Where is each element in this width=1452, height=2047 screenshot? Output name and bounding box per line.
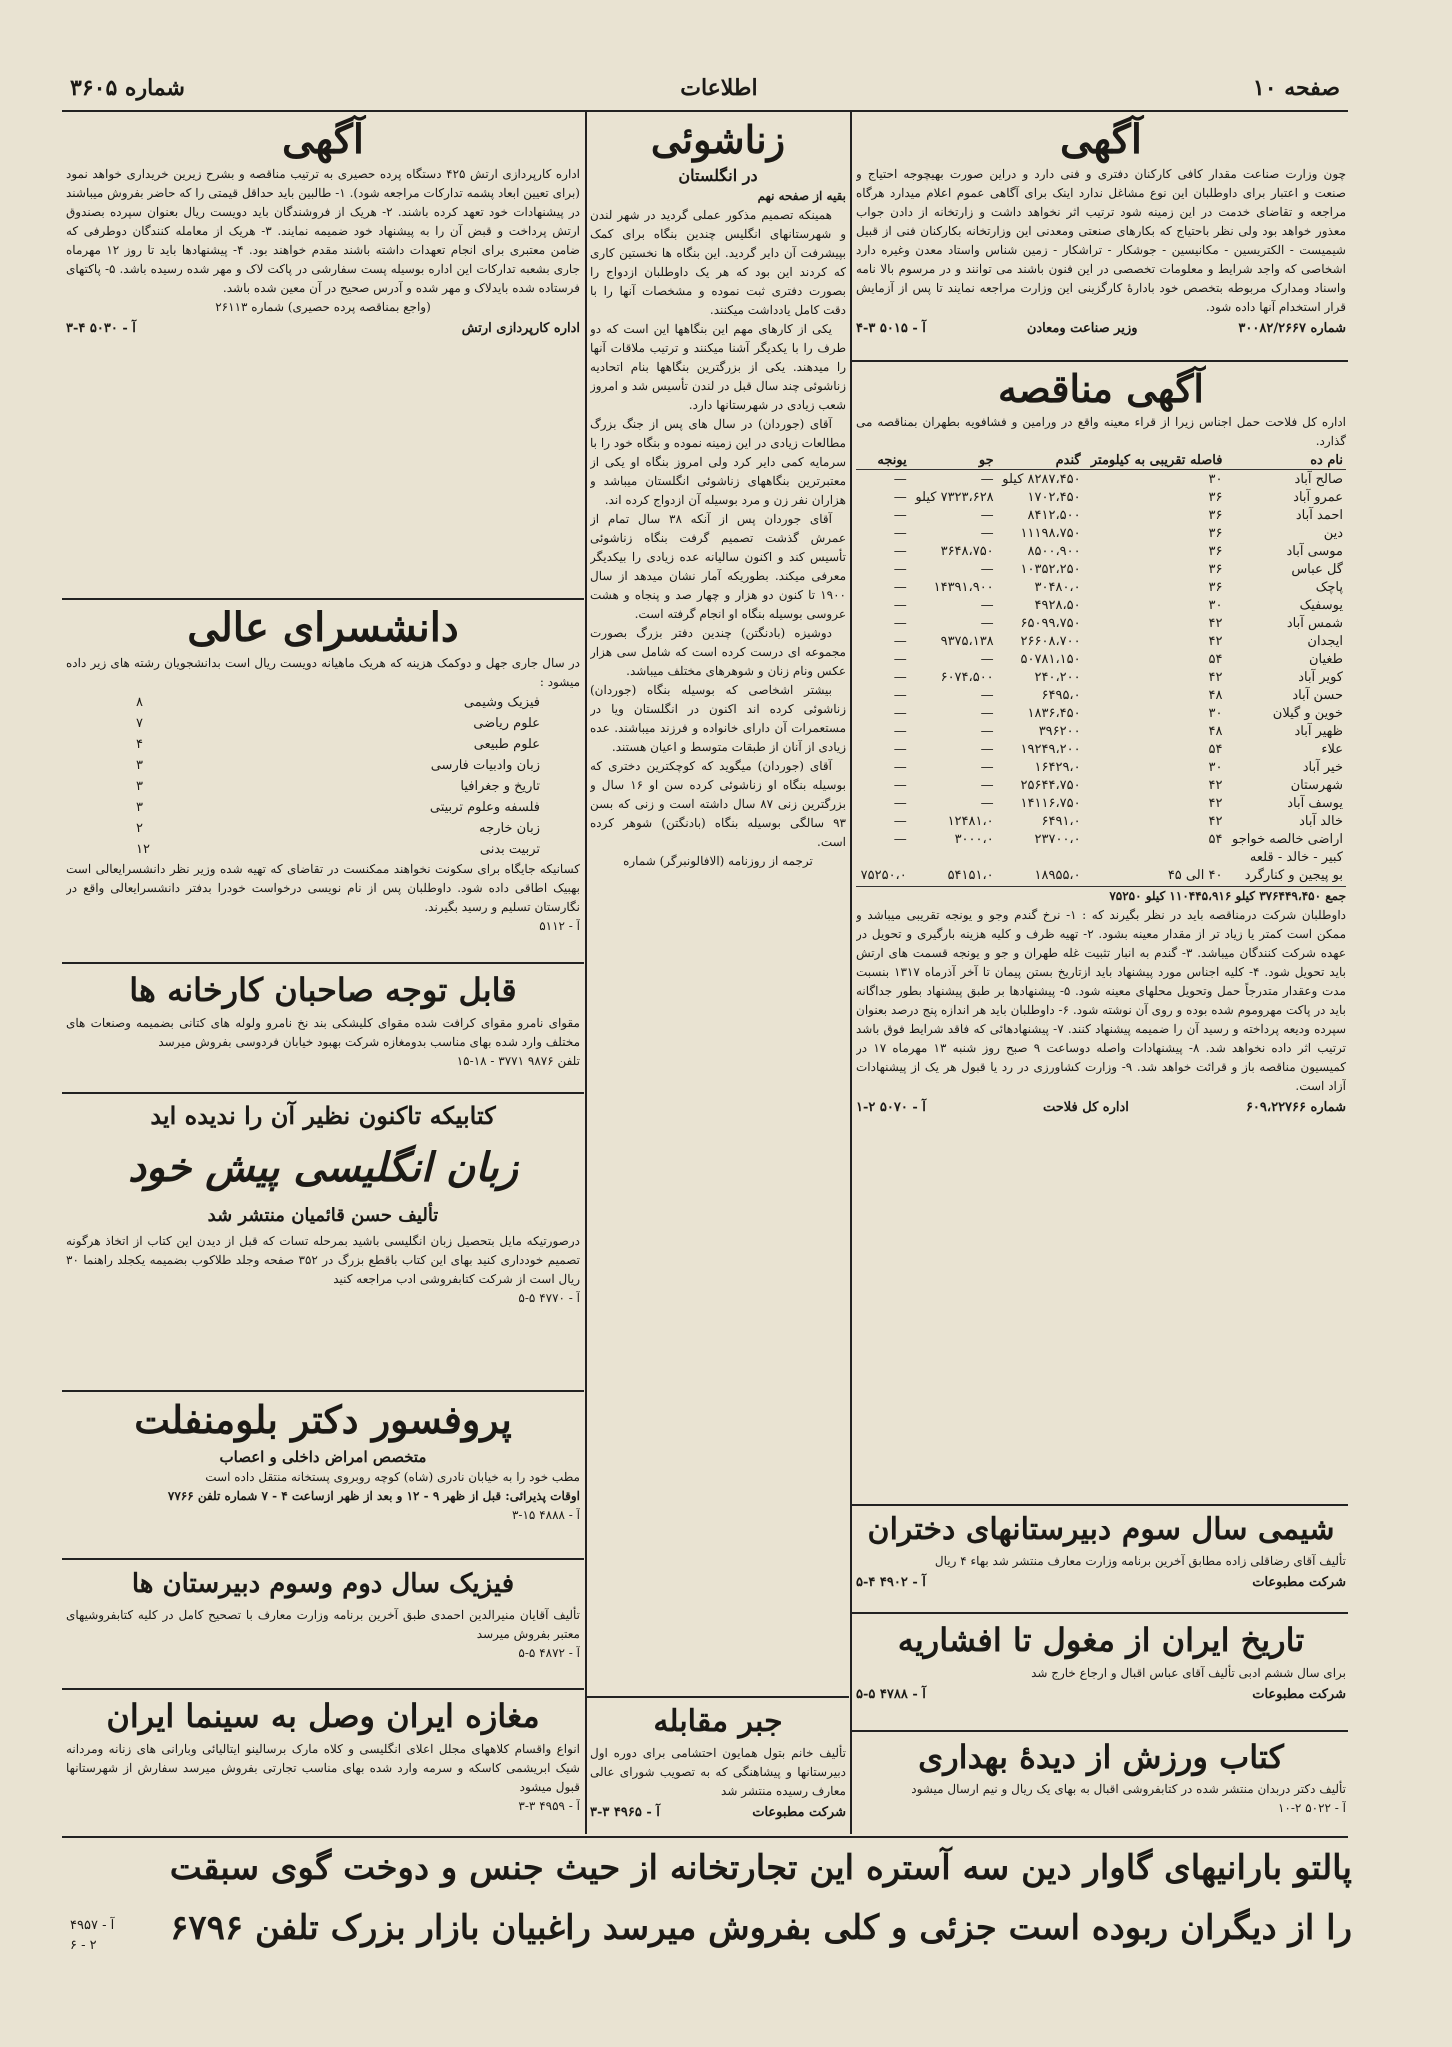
field-count: ۲	[136, 821, 143, 836]
tender-cell: ۸۲۸۷،۴۵۰ کیلو	[1002, 471, 1081, 487]
rule	[62, 962, 584, 964]
paper-name: اطلاعات	[680, 75, 758, 101]
tender-cell: ۴۸	[1208, 687, 1223, 703]
tender-cell: ۳۶	[1208, 507, 1223, 523]
field-count: ۳	[136, 779, 143, 794]
field-name: فیزیک وشیمی	[463, 695, 540, 710]
field-count: ۴	[136, 737, 143, 752]
tender-cell: شهرستان	[1290, 777, 1343, 793]
banner-code-1: آ - ۴۹۵۷	[70, 1918, 115, 1933]
tender-row	[856, 488, 1346, 506]
tender-cell: ۴۲	[1208, 813, 1223, 829]
army-code: آ - ۵۰۳۰ ۴-۳	[66, 321, 136, 336]
tender-cell: ۳۹۶۲۰۰	[1038, 723, 1081, 739]
factory-body: مقوای نامرو مقوای کرافت شده مقوای کلیشکی بند نخ نامرو ولوله های کتانی بضمیمه وصنعات های مختلف وارد شده بهای مناسب بدومغازه شرکت بهبود خیابان فردوسی بفروش میرسد	[66, 1016, 580, 1049]
article-paragraph: دوشیزه (بادنگتن) چندین دفتر بزرگ بصورت مجموعه ای درست کرده است که شامل سی هزار عکس ونام زنان و شوهرهای مختلف میباشد.	[590, 626, 846, 678]
tender-cell: ۲۴۰،۲۰۰	[1034, 669, 1081, 685]
tender-cell: ۱۲۴۸۱،۰	[947, 813, 994, 829]
tender-cell: ۱۷۰۲،۴۵۰	[1027, 489, 1081, 505]
tender-row	[856, 830, 1346, 848]
tender-cell: —	[893, 543, 907, 559]
tender-cell: ۱۸۹۵۵،۰	[1034, 867, 1081, 883]
page-header	[70, 68, 1340, 108]
rule	[62, 1558, 584, 1560]
tender-cell: —	[980, 687, 994, 703]
tender-cell: —	[893, 777, 907, 793]
tender-cell: صالح آباد	[1294, 471, 1343, 487]
algebra-org: شرکت مطبوعات	[752, 1805, 846, 1820]
tender-cell: ۶۰۷۴،۵۰۰	[940, 669, 994, 685]
article-paragraph: یکی از کارهای مهم این بنگاهها این است که دو طرف را با یکدیگر آشنا میکنند و ترتیب ملاقات آنها را میدهند. یکی از بزرگترین بنگاهها بنام اتحادیه زناشوئی چند سال قبل در لندن تأسیس شد و امروز شعب زیادی در شهرستانها دارد.	[590, 322, 846, 412]
tender-cell	[997, 848, 1084, 866]
tender-cell: ۲۳۷۰۰،۰	[1034, 831, 1081, 847]
tender-cell: ۴۸	[1208, 723, 1223, 739]
tender-row	[856, 668, 1346, 686]
tender-cell: دین	[1323, 525, 1343, 541]
tender-cell: ۶۴۹۵،۰	[1041, 687, 1081, 703]
tender-cell: یوسف آباد	[1287, 795, 1343, 811]
university-field-item	[66, 734, 580, 755]
tender-cell: ۶۵۰۹۹،۷۵۰	[1020, 615, 1081, 631]
tender-cell: ۳۶	[1208, 579, 1223, 595]
tender-title: آگهی مناقصه	[998, 366, 1204, 411]
tender-cell: —	[980, 525, 994, 541]
physics-code: آ - ۴۸۷۲ ۵-۵	[518, 1646, 580, 1660]
doctor-body: مطب خود را به خیابان نادری (شاه) کوچه روبروی پستخانه منتقل داده است	[205, 1470, 580, 1484]
tender-cell	[910, 848, 997, 866]
tender-cell: ۷۳۲۳،۶۲۸ کیلو	[915, 489, 994, 505]
tender-cell: ۴۹۲۸،۵۰	[1034, 597, 1081, 613]
tender-cell: —	[893, 525, 907, 541]
hat-shop-code: آ - ۴۹۵۹ ۳-۳	[518, 1799, 580, 1813]
algebra-body: تألیف خانم بتول همایون احتشامی برای دوره اول دبیرستانها و پیشاهنگی که به تصویب شورای عالی معارف رسیده منتشر شد	[590, 1746, 846, 1798]
chemistry-ad	[856, 1508, 1346, 1608]
tender-body: داوطلبان شرکت درمناقصه باید در نظر بگیرند که : ۱- نرخ گندم وجو و یونجه تقریبی میباشد و ممکن است کمتر یا زیاد تر از مقدار معینه بشود. ۲- تهیه ظرف و کلیه هزینه بارگیری و تحویل در عهده شرکت کنندگان میباشد. ۳- گندم به انبار تثبیت غله طهران و جو و یونجه قسمت های ارتش باید تحویل شود. ۴- کلیه اجناس مورد پیشنهاد باید ازتاریخ بستن پیمان تا آخر آذرماه ۱۳۱۷ بنسبت مدت وعقدار متدرجاً حمل وتحویل محلهای معینه شود. ۵- پیشنهادها بر طبق پیشنهاد بطور جداگانه باید در پاکت مهروموم شده بوده و روی آن نوشته شود. ۶- داوطلبان باید هر اندازه پنج درصد بعنوان سپرده ودیعه پرداخته و رسید آن را ضمیمه پیشنهاد کنند. ۷- پیشنهادهائی که فاقد شرایط فوق باشد ترتیب اثر داده نخواهد شد. ۸- پیشنهادات واصله دوساعت ۹ صبح روز شنبه ۱۳ مهرماه ۱۷ در کمیسیون مناقصه باز و قرائت خواهد شد. ۹- وزارت کشاورزی در رد یا قبول هر یک از پیشنهادات آزاد است.	[856, 908, 1346, 1093]
tender-cell: —	[893, 633, 907, 649]
tender-cell: —	[980, 759, 994, 775]
article-paragraph: آقای جوردان پس از آنکه ۳۸ سال تمام از عمرش گذشت تصمیم گرفت بنگاه زناشوئی تأسیس کند و اکنون سالیانه عده زیادی را بیکدیگر معرفی میکند. بطوریکه آمار نشان میدهد از سال ۱۹۰۰ تا کنون دو هزار و چهار صد و پنجاه و هشت عروسی بوسیله بنگاه او انجام گرفته است.	[590, 512, 846, 621]
tender-cell: —	[893, 615, 907, 631]
doctor-code: آ - ۴۸۸۸ ۱۵-۳	[511, 1508, 580, 1522]
tender-cell: —	[893, 723, 907, 739]
article-body	[590, 206, 846, 852]
physics-body: تألیف آقایان منیرالدین احمدی طبق آخرین برنامه وزارت معارف با تصحیح کامل در کلیه کتابفروشیهای معتبر بفروش میرسد	[66, 1608, 580, 1641]
banner-codes	[70, 1916, 114, 1956]
tender-cell: ۱۰۳۵۲،۲۵۰	[1020, 561, 1081, 577]
article-subtitle: در انگلستان	[678, 166, 758, 185]
article-title: زناشوئی	[650, 117, 786, 162]
army-note: (واجع بمناقصه پرده حصیری) شماره ۲۶۱۱۳	[215, 300, 431, 314]
physics-title: فیزیک سال دوم وسوم دبیرستان ها	[131, 1569, 515, 1599]
tender-cell: احمد آباد	[1295, 507, 1343, 523]
tender-cell: ۱۹۲۴۹،۲۰۰	[1020, 741, 1081, 757]
tender-row	[856, 632, 1346, 650]
tender-cell: شمس آباد	[1286, 615, 1343, 631]
tender-cell: ۵۴	[1208, 741, 1223, 757]
tender-row	[856, 722, 1346, 740]
column-divider-right	[850, 112, 852, 1834]
ministry-ad-number: شماره ۳۰۰۸۲/۲۶۶۷	[1238, 321, 1346, 336]
tender-cell: پاچک	[1315, 579, 1343, 595]
tender-cell: ۱۸۳۶،۴۵۰	[1027, 705, 1081, 721]
tender-cell: —	[980, 471, 994, 487]
raincoat-banner	[62, 1838, 1352, 1983]
ministry-ad	[856, 115, 1346, 355]
tender-cell: ۸۵۰۰،۹۰۰	[1027, 543, 1081, 559]
algebra-title: جبر مقابله	[653, 1704, 783, 1739]
tender-row	[856, 614, 1346, 632]
tender-row	[856, 560, 1346, 578]
university-field-item	[66, 755, 580, 776]
tender-cell: —	[980, 615, 994, 631]
tender-cell: —	[893, 759, 907, 775]
university-fields	[66, 692, 580, 860]
tender-cell: ۳۰۰۰،۰	[954, 831, 994, 847]
rule	[62, 1390, 584, 1392]
hat-shop-ad	[66, 1692, 580, 1834]
english-book-ad	[66, 1096, 580, 1386]
tender-cell: ظهیر آباد	[1294, 723, 1343, 739]
tender-org: اداره کل فلاحت	[1042, 1100, 1129, 1115]
tender-cell: —	[893, 795, 907, 811]
tender-row	[856, 704, 1346, 722]
army-ad	[66, 115, 580, 595]
algebra-ad	[590, 1700, 846, 1834]
hat-shop-title: مغازه ایران وصل به سینما ایران	[106, 1697, 540, 1735]
tender-cell: ۴۲	[1208, 777, 1223, 793]
university-field-item	[66, 713, 580, 734]
tender-cell: —	[893, 705, 907, 721]
article-paragraph: آقای (جوردان) میگوید که کوچکترین دختری که بوسیله بنگاه او زناشوئی کرده سن او ۱۶ سال و بزرگترین زنی ۸۷ سال داشته است و زنی که بسن ۹۳ سالگی بوسیله بنگاه (بادنگتن) شوهر کرده است.	[590, 759, 846, 849]
rule	[852, 360, 1348, 362]
rule	[852, 1612, 1348, 1614]
tender-cell: —	[893, 741, 907, 757]
army-body: اداره کارپردازی ارتش ۴۲۵ دستگاه پرده حصیری به ترتیب مناقصه و بشرح زیرین خریداری خواهد نمود (برای تعیین ابعاد پشمه تدارکات مراجعه شود). ۱- طالبین باید حداقل قیمتی را که حاضر بفروش میباشند در پیشنهادات خود تعهد کرده باشند. ۲- هریک از فروشندگان باید دویست ریال بعنوان سپرده بصندوق ارتش پرداخت و قبض آن را به پیشنهاد خود ضمیمه نمایند. ۳- هریک از معامله کنندگان دوطرفی که ضامن معتبری برای انجام تعهدات داشته باشند مقدم خواهند بود. ۴- پیشنهادها باید تا روز ۱۲ مهرماه جاری بشعبه تدارکات این اداره بوسیله پست سفارشی در پاکت لاک و مهر شده رسیده باشد. ۵- پاکتهای فرستاده شده بایدلاک و مهر شده و آدرس صحیح در آن معین شده باشد.	[66, 167, 580, 295]
tender-number: شماره ۶۰۹،۲۲۷۶۶	[1245, 1100, 1346, 1115]
ministry-ad-body: چون وزارت صناعت مقدار کافی کارکنان دفتری و فنی دارد و دراین صورت بهیچوجه احتیاج و صنعت و اعتبار برای داوطلبان این نوع مشاغل ندارد اینک برای آگاهی عموم اعلام میدارد هرگاه مراجعه و تقاضای خدمت در این زمینه شود ترتیب اثر نخواهد داشت و زارتخانه از دادن جواب معذور خواهد بود ولی نظر باحتیاج که بکارهای صنعتی ومعدنی این وزارتخانه بکارکنان فنی از قبیل شیمیست - الکتریسین - مکانیسین - جوشکار - تراشکار - زمین شناس واستاد معدن وغیره دارد اشخاصی که واجد شرایط و معلومات تخصصی در این فنون باشند می توانند و در مرسوم بالا نامه واسناد ومدارک مربوطه بتخصص خود بادارهٔ کارگزینی این وزارت مراجعه نمایند تا پس از آزمایش قرار استخدام آنها داده شود.	[856, 167, 1346, 314]
tender-cell: خیر آباد	[1302, 759, 1343, 775]
field-name: علوم ریاضی	[473, 716, 540, 731]
chemistry-org: شرکت مطبوعات	[1252, 1575, 1346, 1590]
tender-cell: ۴۲	[1208, 615, 1223, 631]
physics-ad	[66, 1562, 580, 1677]
tender-cell: —	[893, 651, 907, 667]
banner-code-2: ۶ - ۲	[70, 1938, 97, 1953]
tender-cell: —	[980, 741, 994, 757]
tender-cell: ۷۵۲۵۰،۰	[860, 867, 907, 883]
chemistry-code: آ - ۴۹۰۲ ۴-۵	[856, 1575, 926, 1590]
tender-row	[856, 758, 1346, 776]
tender-cell: —	[893, 507, 907, 523]
column-divider-left	[585, 112, 587, 1834]
sport-code: آ - ۵۰۲۲ ۲-۱۰	[1277, 1801, 1346, 1815]
tender-row	[856, 542, 1346, 560]
tender-cell: ۳۰	[1208, 471, 1223, 487]
university-field-item	[66, 692, 580, 713]
rule	[852, 1730, 1348, 1732]
issue-number: شماره ۳۶۰۵	[70, 75, 185, 101]
article-paragraph: آقای (جوردان) در سال های پس از جنگ بزرگ مطالعات زیادی در این زمینه نموده و بنگاه خود را با سرمایه کمی دایر کرد ولی امروز بنگاه او یکی از معتبرترین بنگاههای زناشوئی انگلستان میباشد و هزاران نفر زن و مرد بوسیله آن ازدواج کرده اند.	[590, 417, 846, 507]
book-headline: کتابیکه تاکنون نظیر آن را ندیده اید	[150, 1101, 496, 1130]
tender-cell: عمرو آباد	[1293, 489, 1343, 505]
algebra-code: آ - ۴۹۶۵ ۳-۳	[590, 1805, 660, 1820]
book-code: آ - ۴۷۷۰ ۵-۵	[518, 1291, 580, 1305]
tender-row	[856, 794, 1346, 812]
doctor-hours: اوقات پذیرائی: قبل از ظهر ۹ - ۱۲ و بعد از ظهر ازساعت ۴ - ۷ شماره تلفن ۷۷۶۶	[167, 1489, 580, 1503]
tender-cell: ۳۶	[1208, 489, 1223, 505]
doctor-ad	[66, 1394, 580, 1544]
tender-cell: ۶۴۹۱،۰	[1041, 813, 1081, 829]
tender-cell: ۱۴۳۹۱،۹۰۰	[933, 579, 994, 595]
tender-ad	[856, 365, 1346, 1500]
tender-cell	[856, 848, 910, 866]
tender-cell: گل عباس	[1291, 561, 1343, 577]
ministry-ad-footer	[856, 321, 1346, 336]
tender-row	[856, 776, 1346, 794]
tender-row	[856, 524, 1346, 542]
tender-cell: اراضی خالصه خواجو	[1232, 831, 1343, 847]
field-count: ۱۲	[136, 842, 150, 857]
field-name: فلسفه وعلوم تربیتی	[429, 800, 540, 815]
tender-cell: خوین و گیلان	[1272, 705, 1343, 721]
university-title: دانشسرای عالی	[187, 604, 459, 651]
tender-cell: —	[980, 651, 994, 667]
article-paragraph: بیشتر اشخاصی که بوسیله بنگاه (جوردان) زناشوئی کرده اند اکنون در انگلستان ویا در مستعمرات آن دارای خانواده و فرزند میباشند. عده زیادی از آنان از طبقات متوسط و اعیان هستند.	[590, 683, 846, 754]
tender-cell: ۱۱۱۹۸،۷۵۰	[1020, 525, 1081, 541]
tender-intro: اداره کل فلاحت حمل اجناس زیرا از قراء معینه واقع در ورامین و فشافویه بطهران بمناقصه می گذارد.	[856, 415, 1346, 448]
tender-cell: ۳۶	[1208, 525, 1223, 541]
tender-row	[856, 848, 1346, 866]
tender-cell	[1084, 848, 1226, 866]
tender-cell: —	[980, 723, 994, 739]
tender-cell: ۴۰ الی ۴۵	[1167, 867, 1223, 883]
tender-column-header: یونجه	[856, 451, 910, 470]
tender-cell: ۳۶۴۸،۷۵۰	[940, 543, 994, 559]
tender-cell: —	[893, 561, 907, 577]
tender-cell: —	[893, 489, 907, 505]
tender-cell: —	[893, 579, 907, 595]
tender-cell: ۴۲	[1208, 633, 1223, 649]
rule	[62, 598, 584, 600]
tender-row	[856, 470, 1346, 489]
tender-cell: ۳۶	[1208, 561, 1223, 577]
tender-cell: بو پیجین و کنارگرد	[1244, 867, 1343, 883]
tender-cell: ۵۰۷۸۱،۱۵۰	[1020, 651, 1081, 667]
tender-cell: ۳۶	[1208, 543, 1223, 559]
tender-column-header: جو	[910, 451, 997, 470]
university-field-item	[66, 797, 580, 818]
tender-cell: ۴۲	[1208, 669, 1223, 685]
article-paragraph: همینکه تصمیم مذکور عملی گردید در شهر لندن و شهرستانهای انگلیس چندین بنگاه برای کمک بپیشرفت آن دایر گردید. این بنگاه ها نخستین کاری که کردند این بود که هر یک داوطلبان ازدواج را بصورت دفتری ثبت نموده و مشخصات آنها را با دقت کامل یادداشت میکنند.	[590, 208, 846, 317]
tender-row	[856, 812, 1346, 830]
field-name: علوم طبیعی	[473, 737, 540, 752]
sport-title: کتاب ورزش از دیدهٔ بهداری	[918, 1738, 1284, 1776]
article-continuation: بقیه از صفحه نهم	[757, 189, 846, 203]
banner-line-2: را از دیگران ربوده است جزئی و کلی بفروش میرسد راغبیان بازار بزرک تلفن ۶۷۹۶	[170, 1908, 1352, 1948]
rule	[852, 1504, 1348, 1506]
university-ad	[66, 602, 580, 962]
university-field-item	[66, 839, 580, 860]
field-name: زبان خارجه	[479, 821, 540, 836]
header-rule	[62, 110, 1348, 112]
university-field-item	[66, 776, 580, 797]
banner-line-1: پالتو بارانیهای گاوار دین سه آستره این تجارتخانه از حیث جنس و دوخت گوی سبقت	[169, 1848, 1352, 1888]
tender-column-header: گندم	[997, 451, 1084, 470]
tender-cell: ۳۰	[1208, 759, 1223, 775]
tender-cell: کبیر - خالد - قلعه	[1249, 849, 1343, 865]
tender-footer	[856, 1100, 1346, 1115]
tender-row	[856, 650, 1346, 668]
tender-cell: علاء	[1321, 741, 1343, 757]
army-org: اداره کارپردازی ارتش	[461, 321, 580, 336]
tender-cell: —	[893, 471, 907, 487]
university-field-item	[66, 818, 580, 839]
tender-cell: ۳۰۴۸۰،۰	[1034, 579, 1081, 595]
tender-cell: —	[893, 687, 907, 703]
ministry-ad-code: آ - ۵۰۱۵ ۳-۴	[856, 321, 926, 336]
tender-cell: ۳۰	[1208, 597, 1223, 613]
tender-code: آ - ۵۰۷۰ ۲-۱	[856, 1100, 926, 1115]
tender-cell: —	[980, 795, 994, 811]
tender-cell: ۲۵۶۴۴،۷۵۰	[1020, 777, 1081, 793]
history-org: شرکت مطبوعات	[1252, 1687, 1346, 1702]
tender-total: جمع ۳۷۶۴۴۹،۴۵۰ کیلو ۱۱۰۴۴۵،۹۱۶ کیلو ۷۵۲۵۰	[856, 886, 1346, 906]
ministry-ad-title: آگهی	[1060, 116, 1142, 163]
article-source-note: ترجمه از روزنامه (الافالونبرگر) شماره	[623, 854, 813, 868]
university-code: آ - ۵۱۱۲	[539, 919, 580, 933]
field-name: تاریخ و جغرافیا	[460, 779, 540, 794]
history-body: برای سال ششم ادبی تألیف آقای عباس اقبال و ارجاع خارج شد	[1031, 1666, 1346, 1680]
tender-cell: —	[893, 831, 907, 847]
tender-cell: طغیان	[1308, 651, 1343, 667]
rule	[62, 1688, 584, 1690]
page-number: صفحه ۱۰	[1252, 75, 1340, 101]
sport-body: تألیف دکتر دربدان منتشر شده در کتابفروشی اقبال به بهای یک ریال و نیم ارسال میشود	[911, 1782, 1346, 1796]
book-author: تألیف حسن قائمیان منتشر شد	[207, 1205, 439, 1226]
army-title: آگهی	[282, 116, 364, 163]
tender-cell: موسی آباد	[1286, 543, 1343, 559]
field-count: ۳	[136, 800, 143, 815]
doctor-title: پروفسور دکتر بلومنفلت	[134, 1397, 512, 1442]
tender-cell: —	[893, 597, 907, 613]
tender-column-header: نام ده	[1225, 451, 1346, 470]
factory-title: قابل توجه صاحبان کارخانه ها	[129, 971, 517, 1009]
university-intro: در سال جاری جهل و دوکمک هزینه که هریک ماهیانه دویست ریال است بدانشجویان رشته های زیر داده میشود :	[66, 656, 580, 689]
field-name: زبان وادبیات فارسی	[430, 758, 540, 773]
sport-ad	[856, 1734, 1346, 1834]
tender-row	[856, 578, 1346, 596]
field-count: ۷	[136, 716, 143, 731]
field-count: ۳	[136, 758, 143, 773]
ministry-ad-org: وزیر صناعت ومعادن	[1026, 321, 1138, 336]
tender-cell: ۹۳۷۵،۱۳۸	[940, 633, 994, 649]
tender-cell: —	[980, 777, 994, 793]
university-body: کسانیکه جایگاه برای سکونت نخواهند ممکنست در تقاضای که تهیه شده وزیر نظر دانشسرایعالی است بهبیک اطاقی داده شود. داوطلبان پس از نام نویسی درخواست خودرا بدفتر دانشسرایعالی واقع در نگارستان تسلیم و رسید بگیرند.	[66, 862, 580, 914]
history-ad	[856, 1616, 1346, 1726]
tender-row	[856, 686, 1346, 704]
tender-cell: ۲۶۶۰۸،۷۰۰	[1020, 633, 1081, 649]
tender-cell: یوسفیک	[1299, 597, 1343, 613]
tender-cell: —	[980, 507, 994, 523]
tender-row	[856, 740, 1346, 758]
tender-cell: ۵۴۱۵۱،۰	[947, 867, 994, 883]
tender-cell: ۸۴۱۲،۵۰۰	[1027, 507, 1081, 523]
tender-cell: ایجدان	[1307, 633, 1343, 649]
tender-table	[856, 451, 1346, 884]
tender-cell: کویر آباد	[1298, 669, 1343, 685]
marriage-article	[590, 115, 846, 1695]
tender-row	[856, 506, 1346, 524]
tender-cell: ۱۶۴۲۹،۰	[1034, 759, 1081, 775]
doctor-specialty: متخصص امراض داخلی و اعصاب	[219, 1448, 427, 1466]
tender-cell: —	[980, 705, 994, 721]
tender-cell: ۱۴۱۱۶،۷۵۰	[1020, 795, 1081, 811]
factory-ad	[66, 966, 580, 1086]
tender-cell: ۵۴	[1208, 831, 1223, 847]
tender-cell: حسن آباد	[1292, 687, 1343, 703]
history-code: آ - ۴۷۸۸ ۵-۵	[856, 1687, 926, 1702]
tender-row	[856, 596, 1346, 614]
tender-cell: —	[980, 597, 994, 613]
rule	[587, 1696, 849, 1698]
tender-row	[856, 866, 1346, 884]
tender-cell: —	[893, 813, 907, 829]
chemistry-title: شیمی سال سوم دبیرستانهای دختران	[867, 1512, 1335, 1547]
tender-column-header: فاصله تقریبی به کیلومتر	[1084, 451, 1226, 470]
tender-cell: ۳۰	[1208, 705, 1223, 721]
tender-cell: —	[893, 669, 907, 685]
rule	[62, 1092, 584, 1094]
tender-cell: خالد آباد	[1299, 813, 1343, 829]
history-title: تاریخ ایران از مغول تا افشاریه	[897, 1621, 1305, 1659]
book-body: درصورتیکه مایل بتحصیل زبان انگلیسی باشید بمرحله تسات که قبل از دیدن این کتاب از اتخاذ هرگونه تصمیم خودداری کنید بهای این کتاب باقطع بزرگ در ۳۵۲ صفحه وجلد طلاکوب بضمیمه یکجلد راهنما ۳۰ ریال است از شرکت کتابفروشی ادب مراجعه کنید	[66, 1234, 580, 1286]
chemistry-body: تألیف آقای رضاقلی زاده مطابق آخرین برنامه وزارت معارف منتشر شد بهاء ۴ ریال	[934, 1554, 1346, 1568]
hat-shop-body: انواع واقسام کلاههای مجلل اعلای انگلیسی و کلاه مارک برسالینو ایتالیائی وبارانی های زنانه ومردانه شیک ابریشمی کاسکه و سرمه وارد شده بهای مناسب تجارتی بفروش میرسد سفارش از شهرستانها قبول میشود	[66, 1742, 580, 1794]
factory-code: تلفن ۹۸۷۶ ۳۷۷۱ - ۱۸-۱۵	[456, 1054, 580, 1068]
field-name: تربیت بدنی	[479, 842, 540, 857]
tender-cell: ۴۲	[1208, 795, 1223, 811]
tender-cell: —	[980, 561, 994, 577]
book-title: زبان انگلیسی پیش خود	[128, 1144, 518, 1191]
tender-cell: ۵۴	[1208, 651, 1223, 667]
field-count: ۸	[136, 695, 143, 710]
